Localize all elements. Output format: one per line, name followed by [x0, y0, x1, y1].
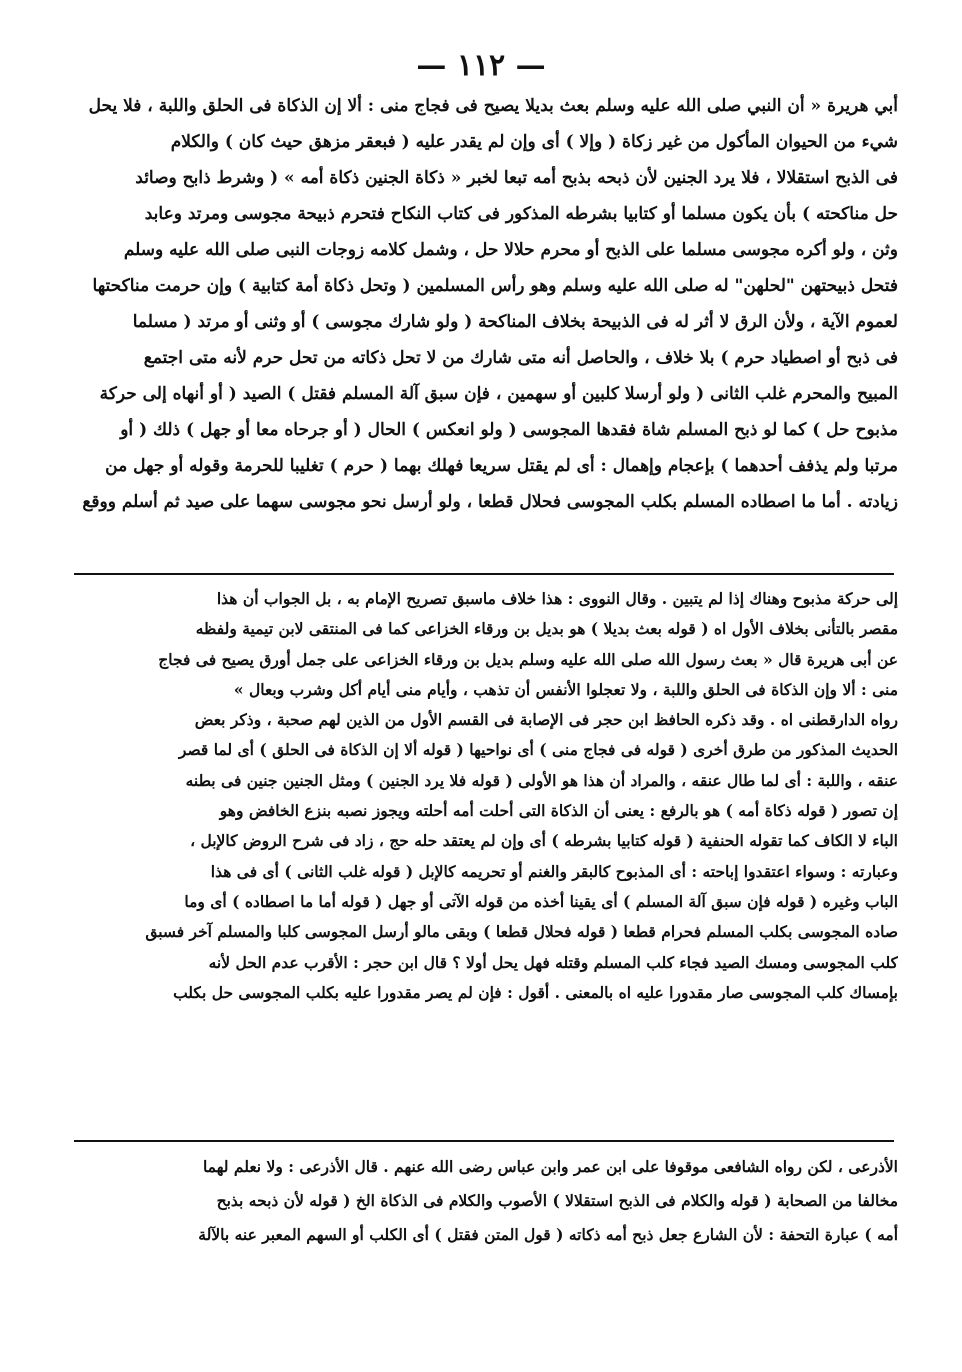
main-text-line: شيء من الحيوان المأكول من غير زكاة ( وإلا ) أى وإن لم يقدر عليه ( فبعقر مزهق حيث كان ) والكلام [170, 132, 898, 152]
footnote-line: الأذرعى ، لكن رواه الشافعى موقوفا على ابن عمر وابن عباس رضى الله عنهم . قال الأذرعى : ولا نعلم لهما [202, 1157, 898, 1176]
main-text-line: لعموم الآية ، ولأن الرق لا أثر له فى الذبيحة بخلاف المناكحة ( ولو شارك مجوسى ) أو وثنى أو مرتد ( مسلما [132, 312, 898, 332]
main-text-line: فتحل ذبيحتهن "لحلهن" له صلى الله عليه وسلم وهو رأس المسلمين ( وتحل ذكاة أمة كتابية ) وإن حرمت مناكحتها [92, 276, 898, 296]
main-text-line: مرتبا ولم يذفف أحدهما ) بإعجام وإهمال : أى لم يقتل سريعا فهلك بهما ( حرم ) تغليبا للحرمة وقوله أو جهل من [105, 456, 898, 476]
main-text-line: أبي هريرة « أن النبي صلى الله عليه وسلم بعث بديلا يصيح فى فجاج منى : ألا إن الذكاة فى الحلق واللبة ، فلا يحل [88, 96, 898, 116]
main-text-line: فى ذبح أو اصطياد حرم ) بلا خلاف ، والحاصل أنه متى شارك من لا تحل ذكاته من تحل حرم لأنه متى اجتمع [143, 348, 898, 368]
footnote-line: إن تصور ( قوله ذكاة أمه ) هو بالرفع : يعنى أن الذكاة التى أحلت أمه أحلته ويجوز نصبه بنزع الخافض وهو [219, 801, 898, 821]
footnote-line: بإمساك كلب المجوسى صار مقدورا عليه اه بالمعنى . أقول : فإن لم يصر مقدورا عليه بكلب المجوسى حل بكلب [173, 982, 898, 1002]
footnote-line: الباء لا الكاف كما تقوله الحنفية ( قوله كتابيا بشرطه ) أى وإن لم يعتقد حله حج ، زاد فى شرح الروض كالإبل ، [190, 831, 898, 851]
main-text [74, 88, 898, 520]
footnote-line: مخالفا من الصحابة ( قوله والكلام فى الذبح استقلالا ) الأصوب والكلام فى الذكاة الخ ( قوله لأن ذبحه بذبح [216, 1191, 898, 1210]
footnote-line: أمه ) عبارة التحفة : لأن الشارع جعل ذبح أمه ذكاته ( قول المتن فقتل ) أى الكلب أو السهم المعبر عنه بالآلة [198, 1225, 898, 1244]
footnote-line: رواه الدارقطنى اه . وقد ذكره الحافظ ابن حجر فى الإصابة فى القسم الأول من الذين لهم صحبة ، وذكر بعض [194, 710, 898, 730]
footnote-line: عن أبى هريرة قال « بعث رسول الله صلى الله عليه وسلم بديل بن ورقاء الخزاعى على جمل أورق يصيح فى فجاج [158, 649, 898, 669]
footnote-line: مقصر بالتأنى بخلاف الأول اه ( قوله بعث بديلا ) هو بديل بن ورقاء الخزاعى كما فى المنتقى لابن تيمية ولفظه [195, 619, 898, 639]
main-text-line: وثن ، ولو أكره مجوسى مسلما على الذبح أو محرم حلالا حل ، وشمل كلامه زوجات النبى صلى الله عليه وسلم [123, 240, 898, 260]
main-text-line: فى الذبح استقلالا ، فلا يرد الجنين لأن ذبحه بذبح أمه تبعا لخبر « ذكاة الجنين ذكاة أمه » ( وشرط ذابح وصائد [135, 168, 898, 188]
footnote-line: عنقه ، واللبة : أى لما طال عنقه ، والمراد أن هذا هو الأولى ( قوله فلا يرد الجنين ) ومثل الجنين جنين فى بطنه [185, 770, 898, 790]
footnotes-commentary [74, 584, 898, 1008]
page-number: — ١١٢ — [416, 48, 546, 83]
main-text-line: زيادته . أما ما اصطاده المسلم بكلب المجوسى فحلال قطعا ، ولو أرسل نحو مجوسى سهما على صيد ثم أسلم ووقع [82, 492, 898, 512]
footnote-line: الباب وغيره ( قوله فإن سبق آلة المسلم ) أى يقينا أخذه من قوله الآتى أو جهل ( قوله أما ما اصطاده ) أى وما [184, 891, 898, 911]
footnotes-secondary [74, 1150, 898, 1252]
main-text-line: حل مناكحته ) بأن يكون مسلما أو كتابيا بشرطه المذكور فى كتاب النكاح فتحرم ذبيحة مجوسى ومرتد وعابد [144, 204, 898, 224]
footnote-divider [74, 1140, 894, 1142]
main-text-line: المبيح والمحرم غلب الثانى ( ولو أرسلا كلبين أو سهمين ، فإن سبق آلة المسلم فقتل ) الصيد ( أو أنهاه إلى حركة [99, 384, 898, 404]
main-text-line: مذبوح حل ) كما لو ذبح المسلم شاة فقدها المجوسى ( ولو انعكس ) الحال ( أو جرحاه معا أو جهل ) ذلك ( أو [120, 420, 898, 440]
footnote-line: منى : ألا وإن الذكاة فى الحلق واللبة ، ولا تعجلوا الأنفس أن تذهب ، وأيام منى أيام أكل وشرب وبعال » [233, 679, 898, 699]
footnote-line: وعبارته : وسواء اعتقدوا إباحته : أى المذبوح كالبقر والغنم أو تحريمه كالإبل ( قوله غلب الثانى ) أى فى هذا [210, 861, 898, 881]
footnote-line: صاده المجوسى بكلب المسلم فحرام قطعا ( قوله فحلال قطعا ) وبقى مالو أرسل المجوسى كلبا والمسلم آخر فسبق [145, 922, 898, 942]
footnote-line: إلى حركة مذبوح وهناك إذا لم يتبين . وقال النووى : هذا خلاف ماسبق تصريح الإمام به ، بل الجواب أن هذا [216, 589, 898, 608]
footnote-divider [74, 573, 894, 575]
footnote-line: كلب المجوسى ومسك الصيد فجاء كلب المسلم وقتله فهل يحل أولا ؟ قال ابن حجر : الأقرب عدم الحل لأنه [208, 952, 898, 972]
footnote-line: الحديث المذكور من طرق أخرى ( قوله فى فجاج منى ) أى نواحيها ( قوله ألا إن الذكاة فى الحلق ) أى لما قصر [178, 740, 898, 760]
